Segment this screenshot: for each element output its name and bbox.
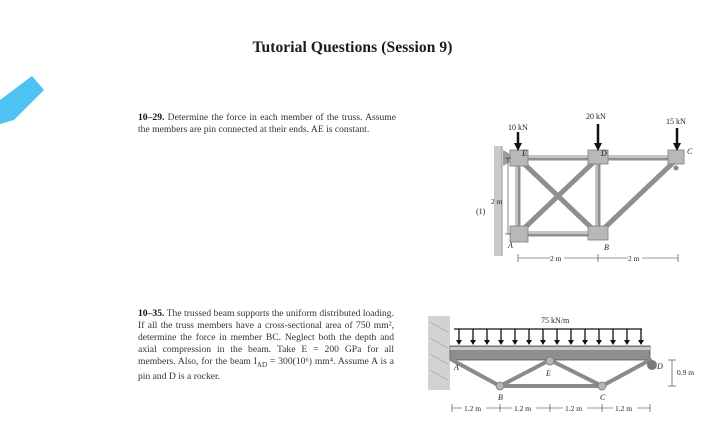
joint-label-c: C [600,393,606,402]
joint-label-c: C [687,147,693,156]
problem-10-35 [138,308,394,383]
depth-label: 0.9 m [677,368,695,377]
load-label-e: 10 kN [508,123,528,132]
load-arrows [514,124,681,151]
span-label-1: 1.2 m [464,404,482,413]
span-label-left: 2 m [550,254,562,263]
joint-label-e: E [546,369,551,378]
problem-text-end: = 300(10⁶) mm⁴. Assume A is a pin and D is a rocker. [138,356,394,382]
problem-number: 10–35. [138,308,165,319]
joint-label-d: D [657,362,663,371]
problem-text: Determine the force in each member of the truss. Assume the members are pin connected at their ends. AE is constant. [138,112,396,135]
problem-text-subscript: AD [256,360,268,369]
joint-label-e: E [522,149,527,158]
problem-text: The trussed beam supports the uniform distributed loading. If all the truss members have a cross-sectional area of 750 mm², determine the force in member BC. Neglect both the depth and axial compression in the beam. Take E = 200 GPa for all members. Also, for the beam I [138,308,394,367]
trussed-beam-figure-10-35 [428,312,705,440]
height-label: 2 m [491,197,503,206]
truss-members [518,158,678,234]
joint-label-b: B [498,393,503,402]
distributed-load-arrows [454,329,644,345]
blue-tab-decoration [0,76,46,124]
load-label: 75 kN/m [541,316,570,325]
load-label-d: 20 kN [586,112,606,121]
joint-label-a: A [454,363,459,372]
pin-support-c [674,166,679,171]
problem-10-29 [138,112,396,136]
truss-figure-10-29 [470,108,705,268]
joint-label-a: A [508,241,513,250]
span-label-3: 1.2 m [565,404,583,413]
problem-number: 10–29. [138,112,165,123]
rocker-support-d [647,360,657,370]
member-label: (1) [476,207,486,216]
span-label-2: 1.2 m [514,404,532,413]
joint-label-d: D [601,149,607,158]
joint-label-b: B [604,243,609,252]
span-label-right: 2 m [628,254,640,263]
load-label-c: 15 kN [666,117,686,126]
span-label-4: 1.2 m [615,404,633,413]
page-title: Tutorial Questions (Session 9) [252,39,453,56]
